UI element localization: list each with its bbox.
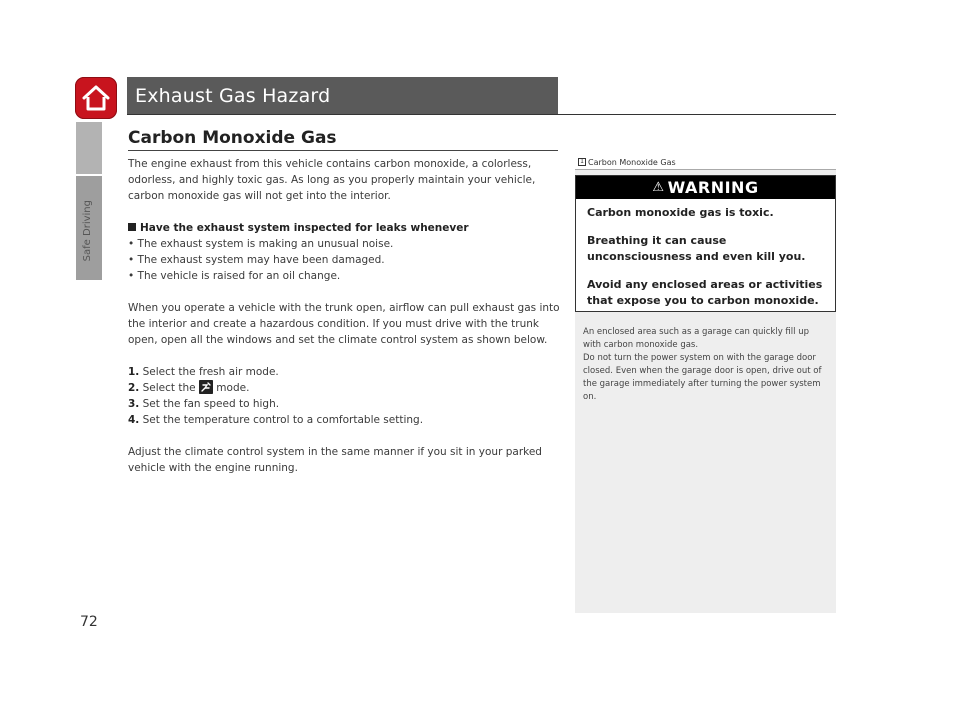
home-icon: [81, 84, 111, 112]
warning-line: Avoid any enclosed areas or activities that expose you to carbon monoxide.: [587, 278, 823, 307]
sidebar-divider: [575, 169, 836, 170]
warning-box: [575, 175, 836, 312]
home-button[interactable]: [75, 77, 117, 119]
sidebar-reference-title: Carbon Monoxide Gas: [588, 157, 676, 167]
title-divider: [127, 114, 836, 115]
list-item: • The exhaust system may have been damaged.: [128, 254, 385, 266]
list-item: 2. Select the mode.: [128, 382, 250, 394]
page-title-text: Exhaust Gas Hazard: [135, 85, 331, 107]
closing-paragraph: Adjust the climate control system in the same manner if you sit in your parked vehicle with the engine running.: [128, 446, 542, 474]
reference-icon: 1: [578, 158, 586, 166]
list-item: 1. Select the fresh air mode.: [128, 366, 279, 378]
sidebar-note: [583, 326, 829, 404]
warning-text: [576, 199, 835, 309]
list-item: • The exhaust system is making an unusual noise.: [128, 238, 394, 250]
step-list: [128, 364, 560, 428]
warning-triangle-icon: ⚠: [652, 180, 665, 195]
fan-mode-icon: [199, 380, 213, 394]
note-line: Do not turn the power system on with the garage door closed. Even when the garage door is open, drive out of the garage immediately after turning the power system on.: [583, 353, 822, 402]
section-divider: [128, 150, 558, 151]
list-item: • The vehicle is raised for an oil change.: [128, 270, 341, 282]
warning-label: WARNING: [667, 178, 759, 197]
warning-line: Breathing it can cause unconsciousness and even kill you.: [587, 234, 806, 263]
warning-line: Carbon monoxide gas is toxic.: [587, 206, 774, 219]
page-title: [127, 77, 558, 115]
inspect-list: [128, 236, 560, 284]
side-chapter-label: Safe Driving: [82, 200, 93, 262]
intro-paragraph: The engine exhaust from this vehicle contains carbon monoxide, a colorless, odorless, and highly toxic gas. As long as you properly maintain your vehicle, carbon monoxide gas will not get into the interior.: [128, 158, 536, 202]
inspect-heading-text: Have the exhaust system inspected for leaks whenever: [140, 222, 469, 234]
note-line: An enclosed area such as a garage can quickly fill up with carbon monoxide gas.: [583, 327, 809, 350]
page-number: 72: [80, 614, 98, 630]
chapter-tab: [76, 122, 102, 174]
list-item: 3. Set the fan speed to high.: [128, 398, 280, 410]
square-bullet-icon: [128, 223, 136, 231]
main-content: [128, 156, 560, 492]
trunk-paragraph: When you operate a vehicle with the trunk open, airflow can pull exhaust gas into the interior and create a hazardous condition. If you must drive with the trunk open, open all the windows and set the climate control system as shown below.: [128, 302, 560, 346]
sidebar-reference: [575, 155, 836, 169]
warning-banner: [576, 176, 835, 199]
section-heading: Carbon Monoxide Gas: [128, 128, 337, 148]
list-item: 4. Set the temperature control to a comfortable setting.: [128, 414, 424, 426]
inspect-heading: [128, 220, 560, 236]
